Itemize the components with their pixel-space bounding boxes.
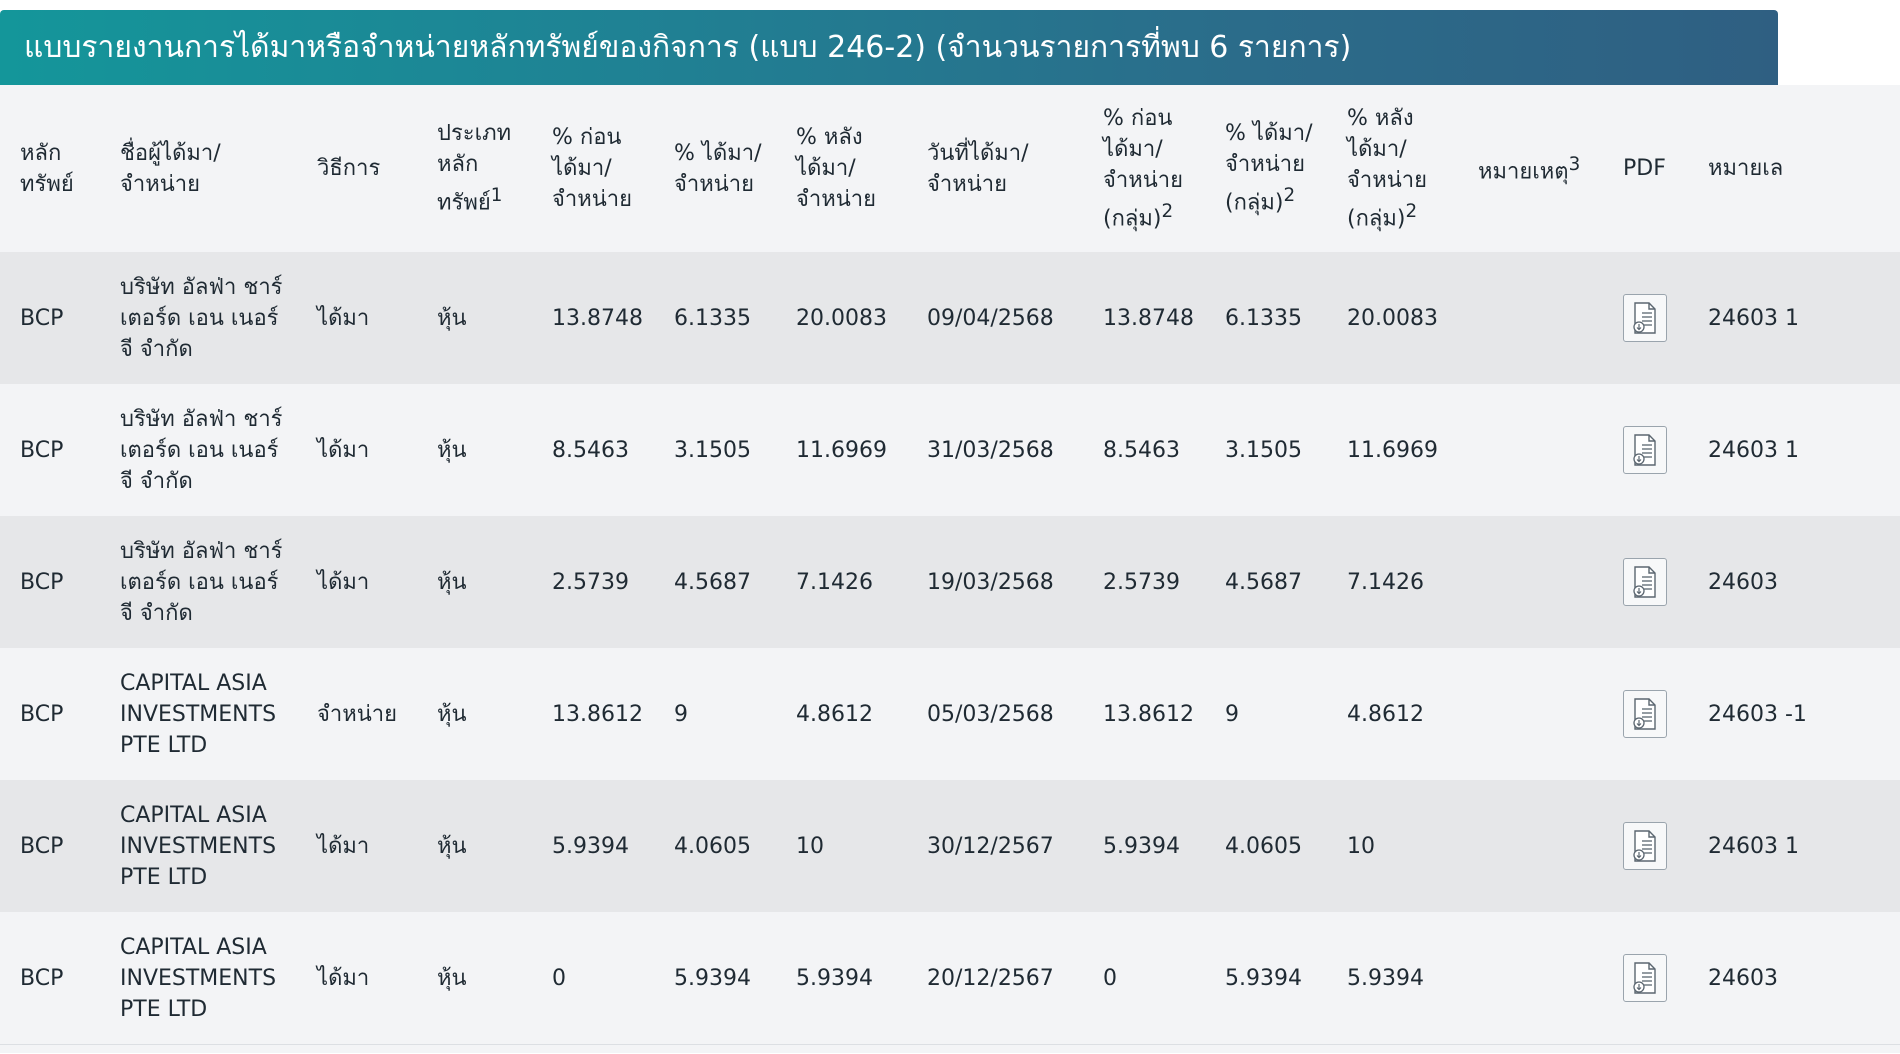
cell-grp-before: 2.5739 <box>1103 569 1180 595</box>
col-header-grp-change: % ได้มา/ จำหน่าย (กลุ่ม)$^2$ <box>1225 121 1313 216</box>
cell-grp-before: 13.8748 <box>1103 305 1194 331</box>
cell-pct-after: 7.1426 <box>796 569 873 595</box>
cell-date: 19/03/2568 <box>927 569 1054 595</box>
cell-type: หุ้น <box>437 833 467 859</box>
cell-security: BCP <box>20 833 64 859</box>
cell-method: ได้มา <box>317 833 370 859</box>
cell-ref: 24603 -1 <box>1708 701 1807 727</box>
table-row <box>0 912 1900 1044</box>
cell-pct-change: 9 <box>674 701 688 727</box>
cell-ref: 24603 1 <box>1708 305 1799 331</box>
table-row <box>0 780 1900 912</box>
cell-grp-after: 7.1426 <box>1347 569 1424 595</box>
cell-name: บริษัท อัลฟ่า ชาร์เตอร์ด เอน เนอร์จี จำกัด <box>120 406 283 494</box>
cell-ref: 24603 1 <box>1708 437 1799 463</box>
cell-grp-change: 4.5687 <box>1225 569 1302 595</box>
cell-pct-after: 10 <box>796 833 824 859</box>
cell-ref: 24603 <box>1708 569 1778 595</box>
col-header-pct-before: % ก่อน ได้มา/ จำหน่าย <box>552 125 633 212</box>
cell-ref: 24603 1 <box>1708 833 1799 859</box>
pdf-file-icon[interactable] <box>1623 954 1667 1002</box>
col-header-security: หลัก ทรัพย์ <box>20 140 74 197</box>
report-title: แบบรายงานการได้มาหรือจำหน่ายหลักทรัพย์ของกิจการ (แบบ 246-2) (จำนวนรายการที่พบ 6 รายการ) <box>24 30 1352 65</box>
cell-date: 30/12/2567 <box>927 833 1054 859</box>
cell-pdf <box>1603 780 1688 912</box>
cell-name: บริษัท อัลฟ่า ชาร์เตอร์ด เอน เนอร์จี จำกัด <box>120 538 283 626</box>
cell-remark <box>1458 912 1603 1044</box>
table-row <box>0 252 1900 384</box>
col-header-pct-change: % ได้มา/ จำหน่าย <box>674 140 762 197</box>
report-header <box>0 10 1778 85</box>
cell-type: หุ้น <box>437 305 467 331</box>
cell-pct-before: 8.5463 <box>552 437 629 463</box>
cell-pct-after: 20.0083 <box>796 305 887 331</box>
pdf-file-icon[interactable] <box>1623 822 1667 870</box>
pdf-file-icon[interactable] <box>1623 558 1667 606</box>
col-header-grp-after: % หลัง ได้มา/ จำหน่าย (กลุ่ม)$^2$ <box>1347 105 1428 232</box>
col-header-date: วันที่ได้มา/ จำหน่าย <box>927 140 1029 197</box>
cell-grp-after: 4.8612 <box>1347 701 1424 727</box>
col-header-pct-after: % หลัง ได้มา/ จำหน่าย <box>796 125 877 212</box>
cell-remark <box>1458 384 1603 516</box>
cell-grp-after: 10 <box>1347 833 1375 859</box>
cell-name: บริษัท อัลฟ่า ชาร์เตอร์ด เอน เนอร์จี จำกัด <box>120 274 283 362</box>
cell-pdf <box>1603 516 1688 648</box>
cell-pct-after: 5.9394 <box>796 965 873 991</box>
cell-security: BCP <box>20 305 64 331</box>
cell-grp-before: 0 <box>1103 965 1117 991</box>
cell-pct-change: 6.1335 <box>674 305 751 331</box>
cell-pct-before: 5.9394 <box>552 833 629 859</box>
col-header-grp-before: % ก่อน ได้มา/ จำหน่าย (กลุ่ม)$^2$ <box>1103 105 1184 232</box>
cell-grp-change: 5.9394 <box>1225 965 1302 991</box>
cell-grp-change: 4.0605 <box>1225 833 1302 859</box>
cell-grp-change: 9 <box>1225 701 1239 727</box>
col-header-ref: หมายเล <box>1708 156 1784 181</box>
cell-date: 05/03/2568 <box>927 701 1054 727</box>
cell-type: หุ้น <box>437 701 467 727</box>
cell-method: ได้มา <box>317 437 370 463</box>
cell-date: 31/03/2568 <box>927 437 1054 463</box>
cell-pct-change: 5.9394 <box>674 965 751 991</box>
cell-type: หุ้น <box>437 965 467 991</box>
cell-remark <box>1458 252 1603 384</box>
cell-name: CAPITAL ASIA INVESTMENTS PTE LTD <box>120 802 277 890</box>
cell-remark <box>1458 648 1603 780</box>
cell-pct-before: 0 <box>552 965 566 991</box>
cell-remark <box>1458 516 1603 648</box>
cell-pct-before: 13.8612 <box>552 701 643 727</box>
cell-type: หุ้น <box>437 569 467 595</box>
cell-pdf <box>1603 648 1688 780</box>
pdf-file-icon[interactable] <box>1623 690 1667 738</box>
cell-type: หุ้น <box>437 437 467 463</box>
cell-date: 20/12/2567 <box>927 965 1054 991</box>
table-bottom-border <box>0 1044 1900 1053</box>
cell-ref: 24603 <box>1708 965 1778 991</box>
cell-grp-change: 6.1335 <box>1225 305 1302 331</box>
cell-method: ได้มา <box>317 965 370 991</box>
cell-pdf <box>1603 384 1688 516</box>
cell-date: 09/04/2568 <box>927 305 1054 331</box>
cell-pdf <box>1603 912 1688 1044</box>
pdf-file-icon[interactable] <box>1623 294 1667 342</box>
cell-grp-before: 8.5463 <box>1103 437 1180 463</box>
cell-grp-before: 5.9394 <box>1103 833 1180 859</box>
table-row <box>0 516 1900 648</box>
cell-pct-before: 2.5739 <box>552 569 629 595</box>
col-header-pdf: PDF <box>1623 156 1666 181</box>
cell-pct-change: 3.1505 <box>674 437 751 463</box>
cell-grp-after: 11.6969 <box>1347 437 1438 463</box>
table-header-row <box>0 85 1900 252</box>
cell-grp-change: 3.1505 <box>1225 437 1302 463</box>
cell-name: CAPITAL ASIA INVESTMENTS PTE LTD <box>120 670 277 758</box>
col-header-type: ประเภท หลัก ทรัพย์$^1$ <box>437 121 512 216</box>
table-row <box>0 384 1900 516</box>
cell-pct-after: 11.6969 <box>796 437 887 463</box>
report-panel <box>0 10 1807 1054</box>
cell-pdf <box>1603 252 1688 384</box>
table-body <box>0 252 1900 1044</box>
cell-security: BCP <box>20 569 64 595</box>
pdf-file-icon[interactable] <box>1623 426 1667 474</box>
cell-security: BCP <box>20 701 64 727</box>
cell-method: ได้มา <box>317 305 370 331</box>
cell-pct-change: 4.0605 <box>674 833 751 859</box>
col-header-method: วิธีการ <box>317 156 381 181</box>
cell-method: ได้มา <box>317 569 370 595</box>
col-header-remark: หมายเหตุ$^3$ <box>1478 154 1581 185</box>
cell-pct-change: 4.5687 <box>674 569 751 595</box>
cell-grp-before: 13.8612 <box>1103 701 1194 727</box>
table-row <box>0 648 1900 780</box>
cell-pct-before: 13.8748 <box>552 305 643 331</box>
cell-name: CAPITAL ASIA INVESTMENTS PTE LTD <box>120 934 277 1022</box>
cell-security: BCP <box>20 437 64 463</box>
cell-pct-after: 4.8612 <box>796 701 873 727</box>
cell-grp-after: 5.9394 <box>1347 965 1424 991</box>
cell-grp-after: 20.0083 <box>1347 305 1438 331</box>
col-header-name: ชื่อผู้ได้มา/ จำหน่าย <box>120 140 221 197</box>
cell-security: BCP <box>20 965 64 991</box>
report-table <box>0 85 1900 1044</box>
cell-remark <box>1458 780 1603 912</box>
cell-method: จำหน่าย <box>317 701 398 727</box>
